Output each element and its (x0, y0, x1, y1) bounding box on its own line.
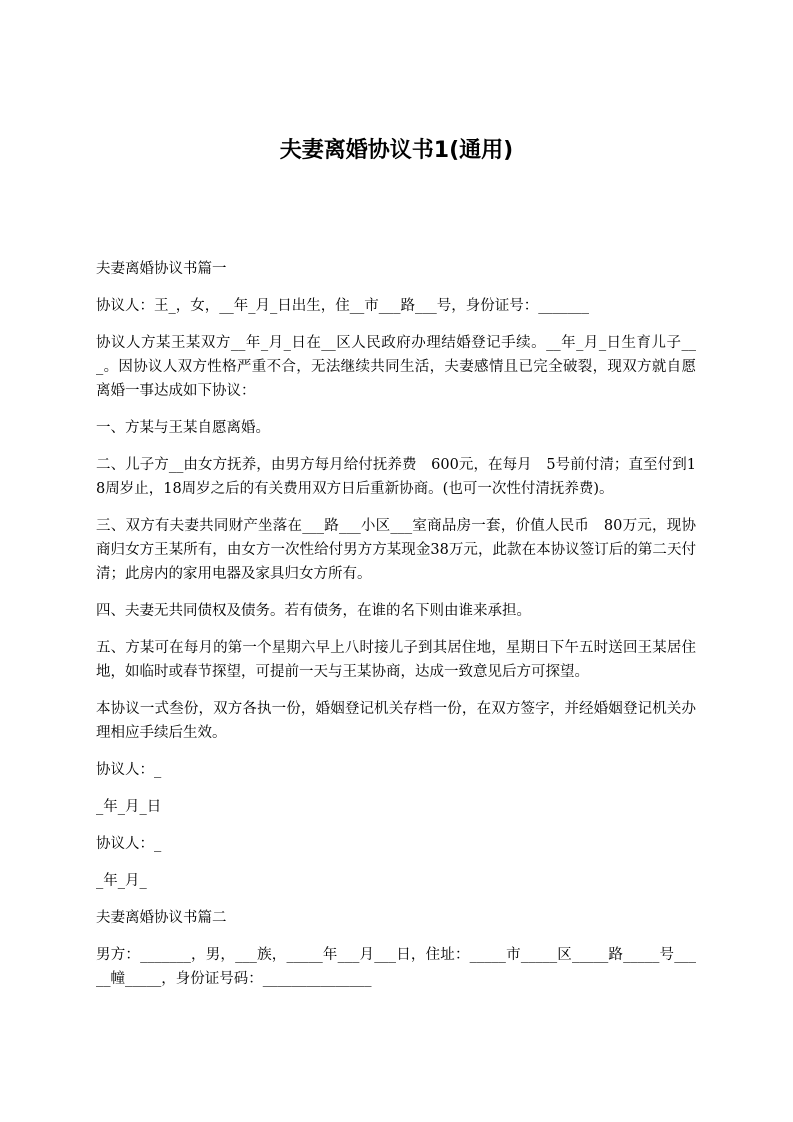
date-line-2: _年_月_ (96, 873, 147, 889)
clause-5: 五、方某可在每月的第一个星期六早上八时接儿子到其居住地，星期日下午五时送回王某居住地，如临时或春节探望，可提前一天与王某协商，达成一致意见后方可探望。 (96, 640, 696, 680)
clause-4: 四、夫妻无共同债权及债务。若有债务，在谁的名下则由谁来承担。 (96, 603, 531, 619)
date-line-1: _年_月_日 (96, 799, 162, 815)
section-heading-1: 夫妻离婚协议书篇一 (96, 261, 227, 277)
preamble-paragraph: 协议人方某王某双方__年_月_日在__区人民政府办理结婚登记手续。__年_月_日生育儿子___。因协议人双方性格严重不合，无法继续共同生活，夫妻感情且已完全破裂，现双方就自愿离婚一事达成如下协议： (96, 335, 696, 399)
effectiveness-paragraph: 本协议一式叁份，双方各执一份，婚姻登记机关存档一份，在双方签字，并经婚姻登记机关办理相应手续后生效。 (96, 701, 696, 741)
signature-line-1: 协议人：_ (96, 762, 162, 778)
document-body (96, 257, 696, 1004)
party-info-paragraph: 协议人：王_，女，__年_月_日出生，住__市___路___号，身份证号：_______ (96, 298, 589, 314)
signature-line-2: 协议人：_ (96, 836, 162, 852)
clause-2: 二、儿子方__由女方抚养，由男方每月给付抚养费 600元，在每月 5号前付清；直至付到18周岁止，18周岁之后的有关费用双方日后重新协商。(也可一次性付清抚养费)。 (96, 457, 696, 497)
clause-1: 一、方某与王某自愿离婚。 (96, 420, 270, 436)
section-heading-2: 夫妻离婚协议书篇二 (96, 910, 227, 926)
document-title: 夫妻离婚协议书1(通用) (279, 138, 514, 163)
clause-3: 三、双方有夫妻共同财产坐落在___路___小区___室商品房一套，价值人民币 80万元，现协商归女方王某所有，由女方一次性给付男方方某现金38万元，此款在本协议签订后的第二天付清；此房内的家用电器及家具归女方所有。 (96, 518, 696, 582)
male-party-info-paragraph: 男方：_______，男，___族，_____年___月___日，住址：_____市_____区_____路_____号_____幢_____，身份证号码：_______________ (96, 947, 696, 987)
